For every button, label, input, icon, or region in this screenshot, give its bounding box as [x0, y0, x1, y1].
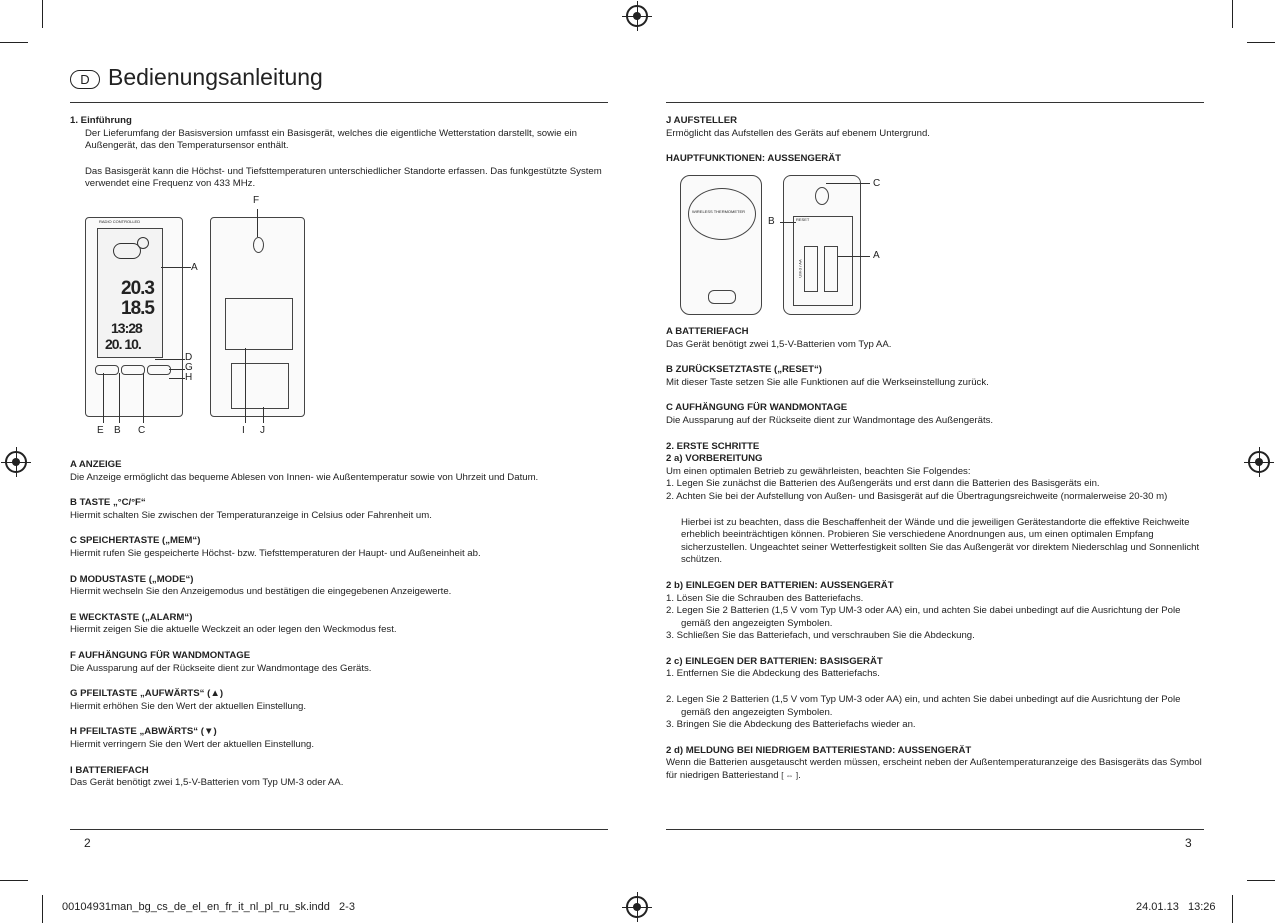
item-text: Ermöglicht das Aufstellen des Geräts auf ebenem Untergrund.: [666, 127, 930, 139]
page-number-right: 3: [1185, 836, 1192, 850]
item-heading: D MODUSTASTE („MODE“): [70, 573, 194, 585]
wall-mount-hole: [815, 187, 829, 205]
section-heading: 1. Einführung: [70, 115, 132, 126]
crop-mark: [42, 0, 43, 28]
header-rule-left: [70, 102, 608, 103]
item-heading: C AUFHÄNGUNG FÜR WANDMONTAGE: [666, 402, 848, 414]
section-heading: 2. ERSTE SCHRITTE: [666, 440, 760, 452]
item-text: Hiermit wechseln Sie den Anzeigemodus und bestätigen die eingegebenen Anzeigewerte.: [70, 586, 452, 598]
callout-label: C: [138, 425, 146, 436]
callout-label: A: [191, 262, 198, 273]
slug-filename: 00104931man_bg_cs_de_el_en_fr_it_nl_pl_ru_sk.indd 2-3: [62, 901, 355, 913]
crop-mark: [1232, 0, 1233, 28]
item: [70, 497, 608, 522]
item: [70, 688, 608, 713]
registration-mark-icon: [5, 451, 27, 473]
subsection-heading: 2 c) EINLEGEN DER BATTERIEN: BASISGERÄT: [666, 655, 883, 667]
crop-mark: [0, 880, 28, 881]
item-text: Hiermit erhöhen Sie den Wert der aktuellen Einstellung.: [70, 700, 307, 712]
page-title: Bedienungsanleitung: [108, 64, 323, 90]
item-heading: C SPEICHERTASTE („MEM“): [70, 535, 201, 547]
callout-label: B: [768, 216, 775, 227]
item: [70, 765, 608, 790]
note-paragraph: Hierbei ist zu beachten, dass die Beschaffenheit der Wände und die jeweiligen Gerätestandorte die effektive Reichweite erheblich beeinträchtigen können. Probieren Sie verschiedene Anordnungen aus, um einen optimalen Empfang sicherzustellen. Ungeachtet seiner Wetterfestigkeit sollten Sie das Außengerät vor direktem Niederschlag und Sonnenlicht schützen.: [681, 516, 1200, 566]
button-row: [121, 365, 145, 375]
button-row: [147, 365, 171, 375]
item: [666, 326, 1206, 351]
battery-icon: [804, 246, 818, 292]
item-heading: A ANZEIGE: [70, 459, 122, 470]
display-temp-in: 20.3: [121, 278, 154, 299]
list-item: 1. Legen Sie zunächst die Batterien des Außengeräts und erst dann die Batterien des Basisgeräts ein.: [666, 478, 1100, 490]
wall-mount-hole: [253, 237, 264, 253]
crop-mark: [0, 42, 28, 43]
display-time: 13:28: [111, 320, 142, 336]
item-heading: A BATTERIEFACH: [666, 326, 749, 337]
paragraph-text: Wenn die Batterien ausgetauscht werden müssen, erscheint neben der Außentemperaturanzeige des Basisgeräts das Symbol für niedrigen Batteriestand: [666, 757, 1202, 782]
header-rule-right: [666, 102, 1204, 103]
item: [666, 364, 1206, 389]
battery-label: UM-3 / AA: [797, 259, 803, 278]
stand: [231, 363, 289, 409]
item-heading: H PFEILTASTE „ABWÄRTS“ (▼): [70, 726, 217, 738]
left-column: [70, 115, 608, 191]
outdoor-sensor-figure: [668, 170, 888, 320]
item-text: Das Gerät benötigt zwei 1,5-V-Batterien vom Typ UM-3 oder AA.: [70, 777, 344, 789]
item-text: Mit dieser Taste setzen Sie alle Funktionen auf die Werkseinstellung zurück.: [666, 376, 989, 388]
sensor-label: WIRELESS THERMOMETER: [692, 209, 746, 214]
paragraph: Um einen optimalen Betrieb zu gewährleisten, beachten Sie Folgendes:: [666, 465, 971, 477]
item-heading: B ZURÜCKSETZTASTE („RESET“): [666, 364, 822, 376]
list-item: 1. Entfernen Sie die Abdeckung des Batteriefachs.: [666, 668, 880, 680]
language-badge: D: [70, 70, 100, 89]
callout-label: D: [185, 352, 193, 363]
page-number-left: 2: [84, 836, 91, 850]
reset-label: RESET: [796, 217, 810, 222]
screen-label: RADIO CONTROLLED: [99, 219, 141, 224]
base-station-figure: [85, 195, 315, 445]
list-item: 1. Lösen Sie die Schrauben des Batteriefachs.: [666, 592, 864, 604]
sun-icon: [137, 237, 149, 249]
callout-label: F: [253, 195, 260, 206]
callout-label: H: [185, 372, 193, 383]
right-column-top: [666, 115, 1206, 166]
section-heading: HAUPTFUNKTIONEN: AUSSENGERÄT: [666, 153, 841, 165]
subsection-heading: 2 b) EINLEGEN DER BATTERIEN: AUSSENGERÄT: [666, 579, 894, 591]
button-row: [95, 365, 119, 375]
item-heading: I BATTERIEFACH: [70, 764, 149, 776]
item-text: Die Anzeige ermöglicht das bequeme Ablesen von Innen- wie Außentemperatur sowie von Uhrzeit und Datum.: [70, 471, 539, 483]
item-heading: F AUFHÄNGUNG FÜR WANDMONTAGE: [70, 649, 251, 661]
sensor-window: [688, 188, 756, 240]
sensor-led: [708, 290, 736, 304]
item: [70, 574, 608, 599]
right-column: [666, 326, 1206, 783]
list-item: 3. Schließen Sie das Batteriefach, und verschrauben Sie die Abdeckung.: [666, 630, 975, 642]
battery-compartment: [225, 298, 293, 350]
list-item: 2. Legen Sie 2 Batterien (1,5 V vom Typ UM-3 oder AA) ein, und achten Sie dabei unbedingt auf die Ausrichtung der Pole gemäß den angezeigten Symbolen.: [666, 605, 1181, 629]
footer-rule-left: [70, 829, 608, 830]
registration-mark-icon: [626, 896, 648, 918]
left-items: [70, 459, 608, 790]
crop-mark: [1232, 895, 1233, 923]
item-text: Hiermit verringern Sie den Wert der aktuellen Einstellung.: [70, 738, 315, 750]
display-date: 20. 10.: [105, 336, 141, 352]
item: [70, 612, 608, 637]
paragraph: Wenn die Batterien ausgetauscht werden müssen, erscheint neben der Außentemperaturanzeige des Basisgeräts das Symbol für niedrigen Batteriestand [ ⇔ ].: [666, 757, 1202, 782]
item-text: Hiermit rufen Sie gespeicherte Höchst- bzw. Tiefsttemperaturen der Haupt- und Außeneinheit ab.: [70, 547, 481, 559]
callout-label: C: [873, 178, 881, 189]
item-heading: J AUFSTELLER: [666, 115, 738, 126]
paragraph: Der Lieferumfang der Basisversion umfasst ein Basisgerät, welches die eigentliche Wetterstation darstellt, sowie ein Außengerät, das den Temperatursensor enthält.: [85, 127, 578, 152]
display-temp-out: 18.5: [121, 298, 154, 319]
item: [70, 650, 608, 675]
subsection-heading: 2 a) VORBEREITUNG: [666, 453, 763, 465]
item-heading: B TASTE „°C/°F“: [70, 497, 146, 509]
list-item: 3. Bringen Sie die Abdeckung des Batteriefachs wieder an.: [666, 719, 916, 731]
callout-label: B: [114, 425, 121, 436]
item-text: Die Aussparung auf der Rückseite dient zur Wandmontage des Geräts.: [70, 662, 372, 674]
item-text: Die Aussparung auf der Rückseite dient zur Wandmontage des Außengeräts.: [666, 414, 994, 426]
registration-mark-icon: [1248, 451, 1270, 473]
subsection-heading: 2 d) MELDUNG BEI NIEDRIGEM BATTERIESTAND: AUSSENGERÄT: [666, 744, 972, 756]
callout-label: E: [97, 425, 104, 436]
item-text: Hiermit schalten Sie zwischen der Temperaturanzeige in Celsius oder Fahrenheit um.: [70, 509, 432, 521]
callout-label: A: [873, 250, 880, 261]
callout-label: I: [242, 425, 245, 436]
item-text: Hiermit zeigen Sie die aktuelle Weckzeit an oder legen den Weckmodus fest.: [70, 624, 397, 636]
registration-mark-icon: [626, 5, 648, 27]
item: [70, 726, 608, 751]
crop-mark: [42, 895, 43, 923]
item: [70, 535, 608, 560]
item: [70, 459, 608, 484]
item-heading: E WECKTASTE („ALARM“): [70, 611, 193, 623]
list-item: 2. Achten Sie bei der Aufstellung von Außen- und Basisgerät auf die Übertragungsreichweite (normalerweise 20-30 m): [666, 490, 1168, 502]
crop-mark: [1247, 42, 1275, 43]
low-battery-icon: [ ⇔ ]: [781, 771, 799, 781]
battery-icon: [824, 246, 838, 292]
footer-rule-right: [666, 829, 1204, 830]
slug-datetime: 24.01.13 13:26: [1136, 901, 1216, 913]
list-item: 2. Legen Sie 2 Batterien (1,5 V vom Typ UM-3 oder AA) ein, und achten Sie dabei unbedingt auf die Ausrichtung der Pole gemäß den angezeigten Symbolen.: [666, 694, 1181, 718]
item: [666, 402, 1206, 427]
paragraph: Das Basisgerät kann die Höchst- und Tiefsttemperaturen unterschiedlicher Standorte erfassen. Das funkgestützte System verwendet eine Frequenz von 433 MHz.: [85, 165, 602, 190]
item-text: Das Gerät benötigt zwei 1,5-V-Batterien vom Typ AA.: [666, 338, 892, 350]
crop-mark: [1247, 880, 1275, 881]
callout-label: G: [185, 362, 193, 373]
callout-label: J: [260, 425, 265, 436]
item-heading: G PFEILTASTE „AUFWÄRTS“ (▲): [70, 688, 224, 700]
